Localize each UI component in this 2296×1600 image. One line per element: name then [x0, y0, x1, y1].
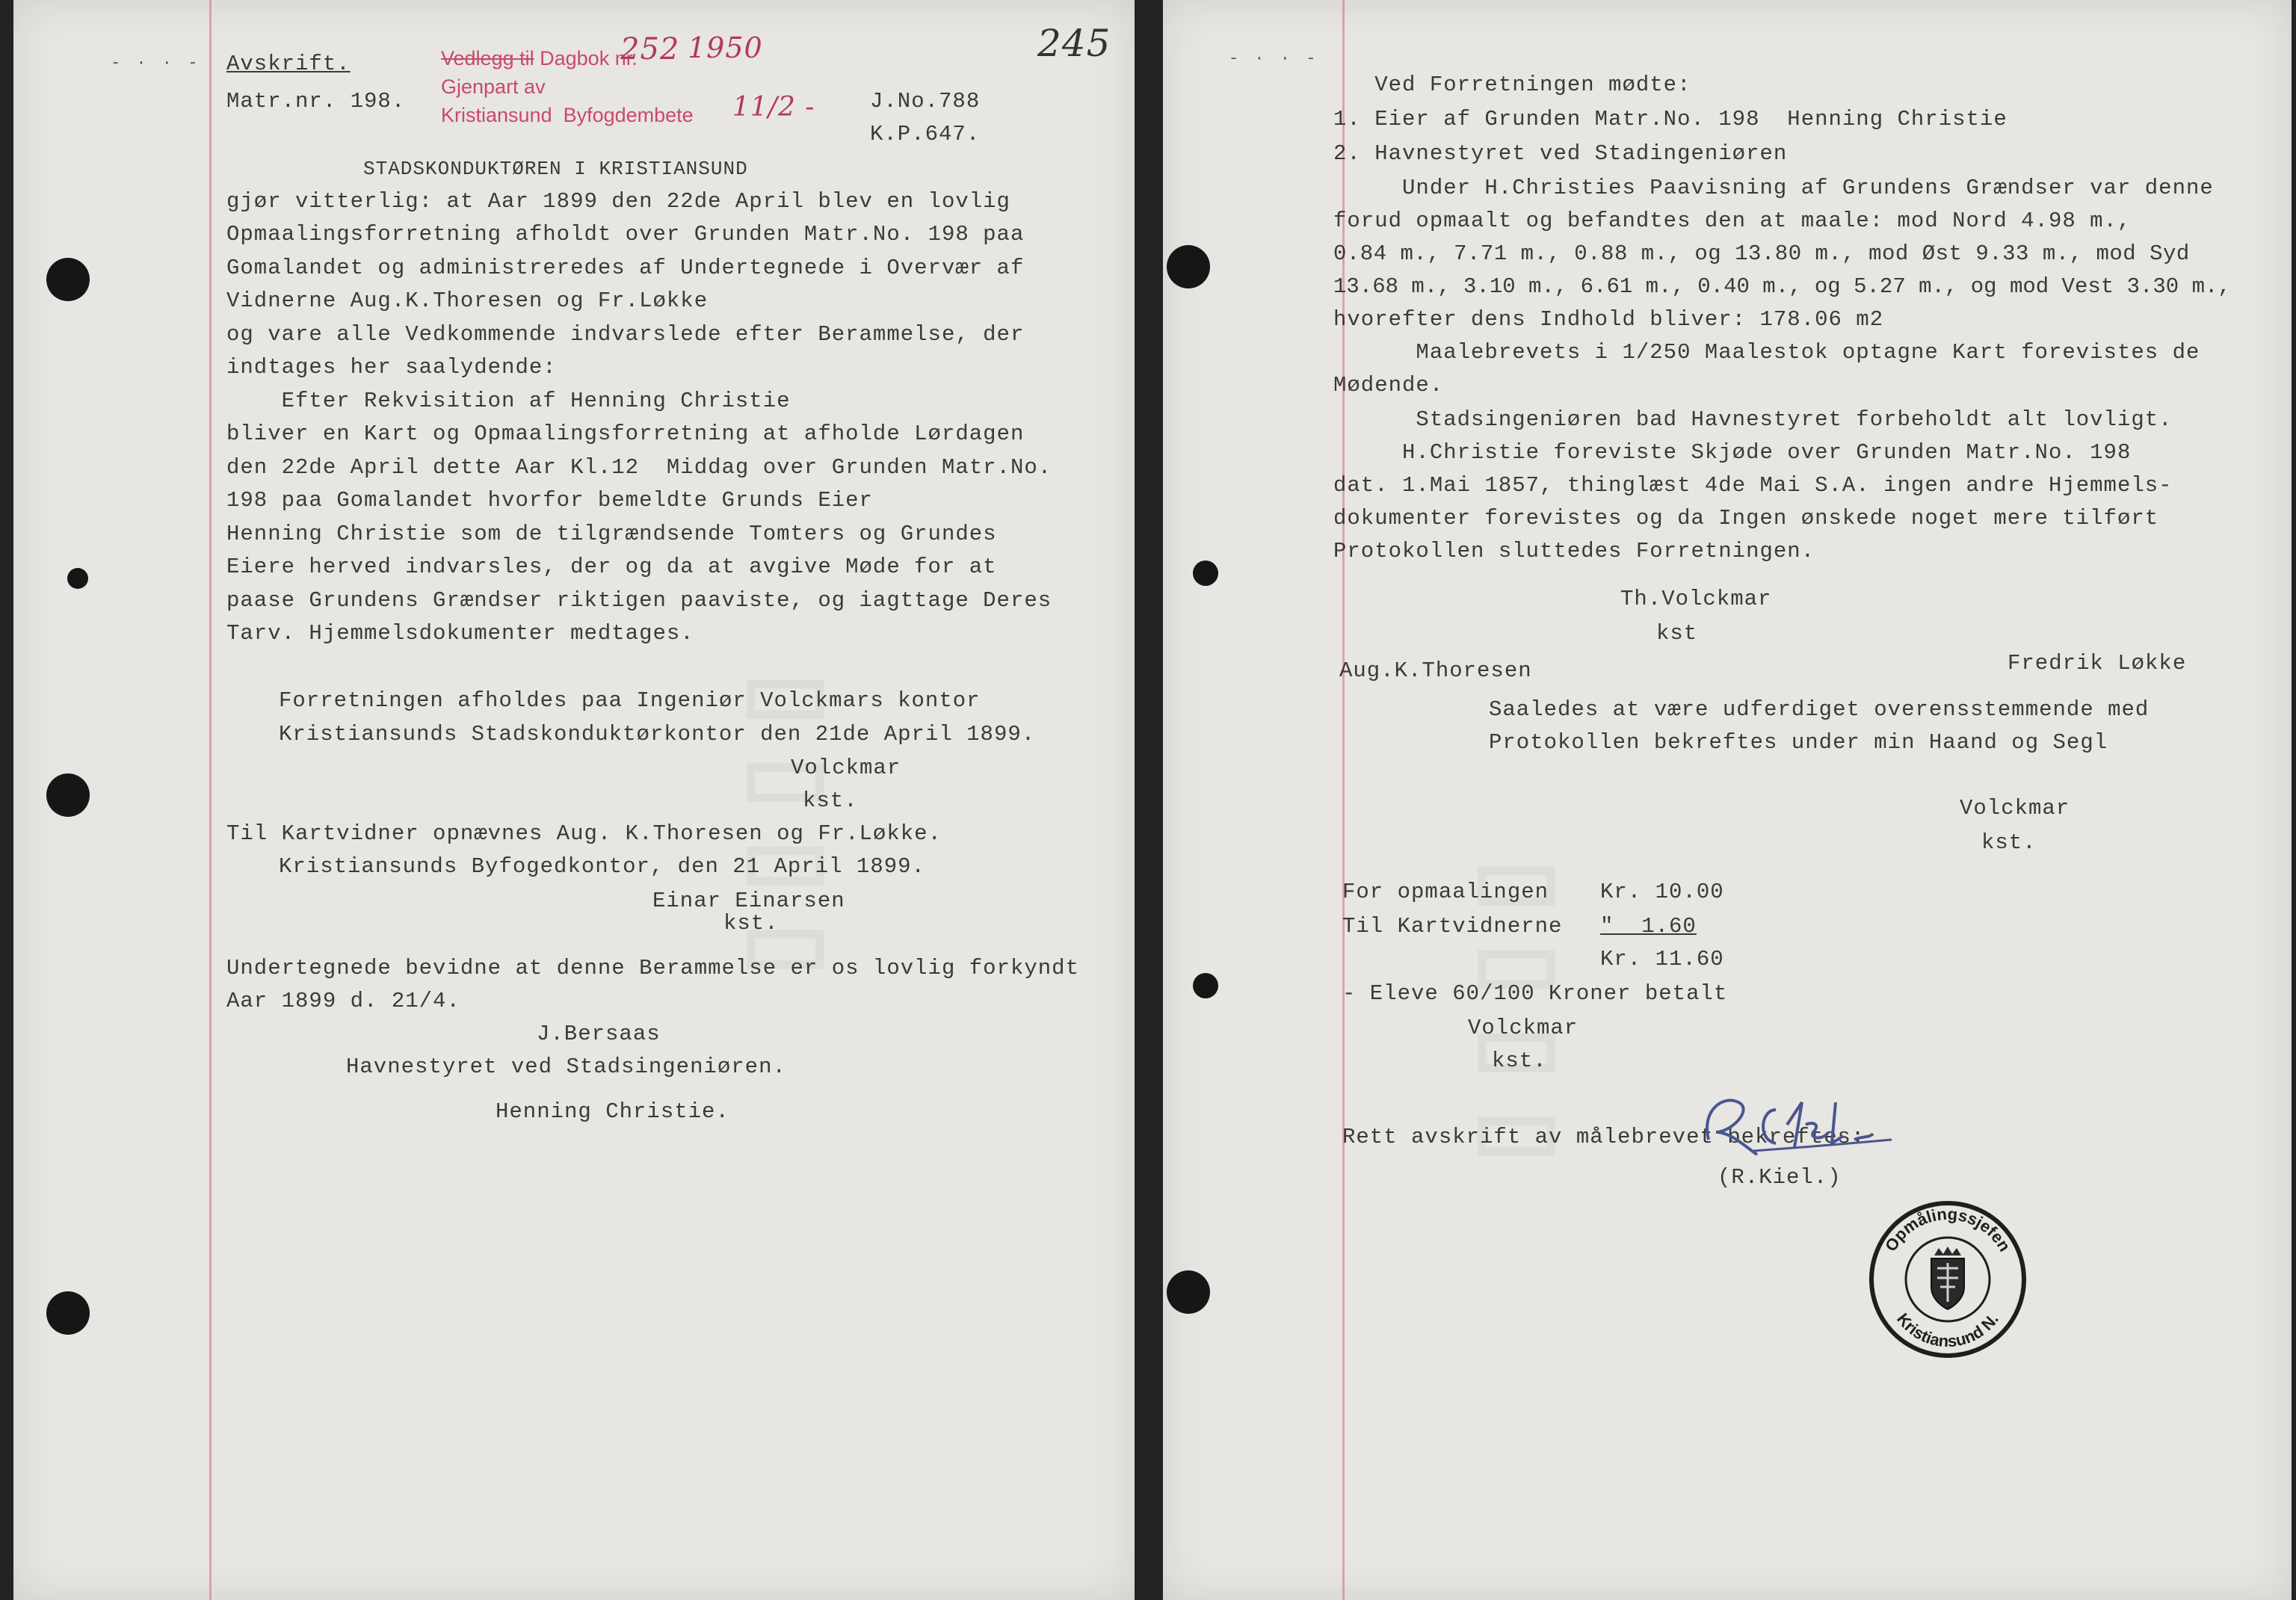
j-number: J.No.788 [870, 89, 981, 114]
body-line: Stadsingeniøren bad Havnestyret forbeholdt alt lovligt. [1333, 407, 2173, 432]
witness-name: Aug.K.Thoresen [1339, 658, 1532, 683]
left-page [13, 0, 1135, 1600]
witness-name: Fredrik Løkke [2008, 651, 2187, 676]
body-line: den 22de April dette Aar Kl.12 Middag over Grunden Matr.No. [226, 455, 1052, 480]
margin-line [209, 0, 212, 1600]
handwritten-signature [1694, 1080, 1895, 1170]
signature-title: kst. [803, 788, 858, 813]
handwritten-date: 11/2 - [732, 92, 815, 123]
body-line: dat. 1.Mai 1857, thinglæst 4de Mai S.A. ingen andre Hjemmels- [1333, 473, 2173, 498]
punch-hole [46, 1291, 90, 1335]
body-line: 2. Havnestyret ved Stadingeniøren [1333, 141, 1788, 166]
red-stamp-line2: Gjenpart av [441, 75, 546, 98]
signature-name: Volckmar [791, 756, 901, 780]
signature-caption: (R.Kiel.) [1718, 1165, 1842, 1190]
punch-hole-small [1193, 973, 1218, 998]
official-stamp [1866, 1197, 2030, 1362]
dagbok-number: 252 [620, 32, 680, 67]
body-line: Vidnerne Aug.K.Thoresen og Fr.Løkke [226, 288, 709, 313]
fee-amount: " 1.60 [1600, 914, 1697, 939]
red-stamp-line1: Vedlegg til Dagbok nr. [441, 47, 638, 70]
stamp-top-text: Opmålingssjefen [1881, 1204, 2015, 1255]
body-line: Gomalandet og administreredes af Undertegnede i Overvær af [226, 256, 1025, 280]
body-line: Ved Forretningen mødte: [1333, 72, 1691, 97]
signature-name: Volckmar [1960, 796, 2070, 821]
punch-hole-small [1193, 560, 1218, 586]
body-line: hvorefter dens Indhold bliver: 178.06 m2 [1333, 307, 1884, 332]
body-line: Opmaalingsforretning afholdt over Grunden Matr.No. 198 paa [226, 222, 1025, 247]
para2-line: Kristiansunds Stadskonduktørkontor den 21de April 1899. [279, 722, 1036, 747]
signature-name: Th.Volckmar [1620, 587, 1772, 611]
top-marks: - · · - [111, 54, 201, 72]
body-line: forud opmaalt og befandtes den at maale: mod Nord 4.98 m., [1333, 209, 2132, 233]
fee-amount: Kr. 10.00 [1600, 880, 1724, 904]
signature-title: kst. [1492, 1048, 1547, 1073]
confirm-line: Saaledes at være udferdiget overensstemmende med [1489, 697, 2150, 722]
confirm-line: Protokollen bekreftes under min Haand og Segl [1489, 730, 2108, 755]
body-line: Mødende. [1333, 373, 1444, 398]
document-title: STADSKONDUKTØREN I KRISTIANSUND [363, 158, 748, 180]
signature-title: kst. [1981, 830, 2037, 855]
signature-name: Henning Christie. [496, 1099, 729, 1124]
kp-number: K.P.647. [870, 122, 981, 146]
punch-hole [1167, 245, 1210, 288]
punch-hole [1167, 1270, 1210, 1314]
signature-name: Volckmar [1468, 1016, 1578, 1040]
signature-text [1828, 1099, 1837, 1125]
body-line: 0.84 m., 7.71 m., 0.88 m., og 13.80 m., mod Øst 9.33 m., mod Syd [1333, 241, 2190, 266]
fee-label: For opmaalingen [1342, 880, 1549, 904]
dagbok-year: 1950 [688, 31, 763, 64]
punch-hole [46, 258, 90, 301]
signature-title: kst [1656, 621, 1698, 646]
para4-line: Aar 1899 d. 21/4. [226, 989, 460, 1013]
body-line: bliver en Kart og Opmaalingsforretning at afholde Lørdagen [226, 421, 1025, 446]
page-number: 245 [1037, 22, 1111, 65]
body-line: dokumenter forevistes og da Ingen ønskede noget mere tilført [1333, 506, 2159, 531]
body-line: Henning Christie som de tilgrændsende Tomters og Grundes [226, 522, 997, 546]
body-line: indtages her saalydende: [226, 355, 557, 380]
body-line: Protokollen sluttedes Forretningen. [1333, 539, 1815, 563]
avskrift-label: Avskrift. [226, 52, 351, 76]
right-page [1163, 0, 2292, 1600]
signature-line: Havnestyret ved Stadsingeniøren. [346, 1054, 786, 1079]
signature-name: J.Bersaas [537, 1022, 661, 1046]
signature-name: Einar Einarsen [652, 889, 845, 913]
body-line: Tarv. Hjemmelsdokumenter medtages. [226, 621, 694, 646]
para4-line: Undertegnede bevidne at denne Berammelse er os lovlig forkyndt [226, 956, 1079, 980]
body-line: gjør vitterlig: at Aar 1899 den 22de April blev en lovlig [226, 189, 1010, 214]
body-line: 13.68 m., 3.10 m., 6.61 m., 0.40 m., og 5.27 m., og mod Vest 3.30 m., [1333, 274, 2231, 299]
para3-line: Kristiansunds Byfogedkontor, den 21 April 1899. [279, 854, 925, 879]
body-line: 1. Eier af Grunden Matr.No. 198 Henning Christie [1333, 107, 2008, 132]
matr-number: Matr.nr. 198. [226, 89, 406, 114]
fee-note: - Eleve 60/100 Kroner betalt [1342, 981, 1728, 1006]
body-line: 198 paa Gomalandet hvorfor bemeldte Grunds Eier [226, 488, 873, 513]
fee-label: Til Kartvidnerne [1342, 914, 1563, 939]
top-marks: - · · - [1229, 49, 1319, 68]
body-line: Maalebrevets i 1/250 Maalestok optagne Kart forevistes de [1333, 340, 2200, 365]
red-stamp-line3: Kristiansund Byfogdembete [441, 104, 694, 126]
certify-line: Rett avskrift av målebrevet bekreftes: [1342, 1125, 1866, 1149]
punch-hole-small [67, 568, 88, 589]
stamp-bottom-text: Kristiansund N. [1893, 1309, 2002, 1351]
signature-title: kst. [723, 911, 779, 936]
body-line: paase Grundens Grændser riktigen paaviste, og iagttage Deres [226, 588, 1052, 613]
body-line: Eiere herved indvarsles, der og da at avgive Møde for at [226, 555, 997, 579]
body-line: og vare alle Vedkommende indvarslede efter Berammelse, der [226, 322, 1025, 347]
para2-line: Forretningen afholdes paa Ingeniør Volckmars kontor [279, 688, 981, 713]
body-line: Efter Rekvisition af Henning Christie [226, 389, 791, 413]
punch-hole [46, 773, 90, 817]
body-line: Under H.Christies Paavisning af Grundens Grændser var denne [1333, 176, 2214, 200]
para3-line: Til Kartvidner opnævnes Aug. K.Thoresen og Fr.Løkke. [226, 821, 942, 846]
fee-total: Kr. 11.60 [1600, 947, 1724, 972]
body-line: H.Christie foreviste Skjøde over Grunden Matr.No. 198 [1333, 440, 2132, 465]
